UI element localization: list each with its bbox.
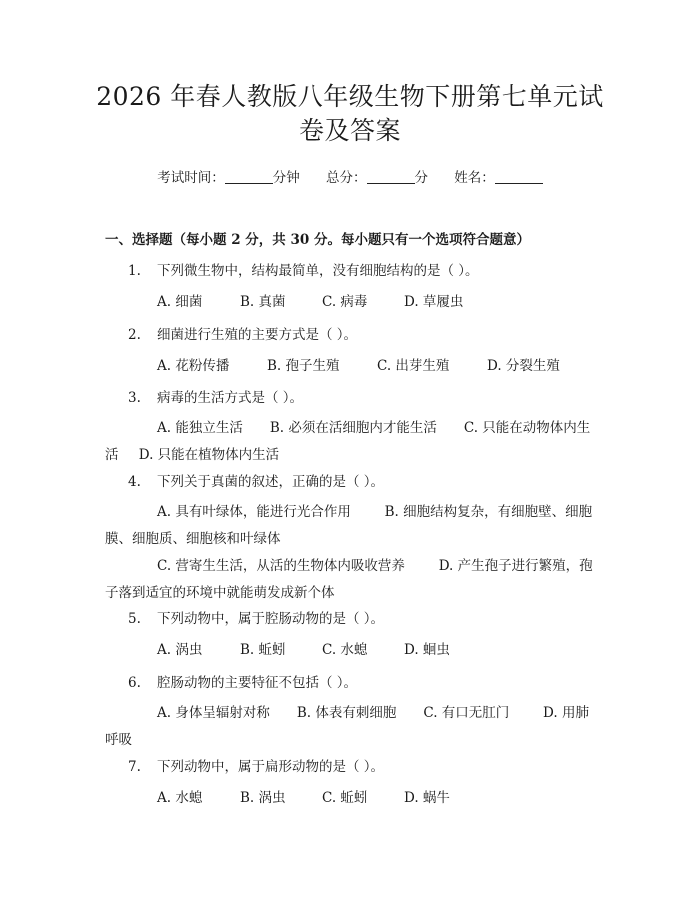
title-line-2: 卷及答案 [298, 116, 401, 145]
time-label: 考试时间： [157, 170, 225, 186]
option-b: B. 真菌 [240, 294, 286, 310]
option-b: B. 细胞结构复杂，有细胞壁、细胞膜、细胞质、细胞核和叶绿体 [105, 504, 593, 547]
question-4-options-ab [105, 499, 595, 553]
score-label: 总分： [326, 170, 367, 186]
option-d: D. 产生孢子进行繁殖，孢子落到适宜的环境中就能萌发成新个体 [105, 558, 593, 601]
option-d: D. 蜗牛 [404, 790, 450, 806]
question-4-options-cd [105, 553, 595, 607]
exam-info-row [0, 168, 700, 188]
time-unit: 分钟 [272, 170, 300, 186]
question-6-options [105, 700, 595, 754]
score-blank [367, 169, 415, 184]
score-unit: 分 [414, 170, 428, 186]
question-number: 1. [128, 263, 141, 279]
title-line-1: 2026 年春人教版八年级生物下册第七单元试 [96, 82, 604, 111]
option-a: A. 水螅 [157, 790, 203, 806]
option-b: B. 体表有刺细胞 [296, 705, 397, 721]
option-c: C. 有口无肛门 [423, 705, 510, 721]
page-title [60, 80, 640, 148]
option-a: A. 花粉传播 [157, 358, 230, 374]
question-text: 下列动物中，属于腔肠动物的是（ ）。 [157, 611, 385, 627]
name-label: 姓名： [454, 170, 495, 186]
question-text: 下列关于真菌的叙述，正确的是（ ）。 [157, 474, 385, 490]
option-c: C. 只能在动物体内生活 [105, 420, 591, 463]
section-title: 一、选择题（每小题 2 分，共 30 分。每小题只有一个选项符合题意） [105, 232, 530, 248]
option-b: B. 孢子生殖 [267, 358, 340, 374]
option-d: D. 分裂生殖 [487, 358, 560, 374]
question-number: 2. [128, 327, 141, 343]
question-3-options [105, 415, 595, 469]
question-text: 病毒的生活方式是（ ）。 [157, 390, 304, 406]
option-d: D. 草履虫 [404, 294, 464, 310]
name-blank [495, 169, 543, 184]
option-b: B. 蚯蚓 [240, 642, 286, 658]
option-a: A. 身体呈辐射对称 [157, 705, 270, 721]
option-a: A. 具有叶绿体，能进行光合作用 [157, 504, 351, 520]
time-blank [225, 169, 273, 184]
option-c: C. 蚯蚓 [322, 790, 368, 806]
question-text: 细菌进行生殖的主要方式是（ ）。 [157, 327, 358, 343]
option-c: C. 出芽生殖 [377, 358, 450, 374]
option-d: D. 只能在植物体内生活 [138, 447, 280, 463]
option-b: B. 必须在活细胞内才能生活 [269, 420, 437, 436]
question-number: 6. [128, 675, 141, 691]
question-number: 7. [128, 759, 141, 775]
question-text: 腔肠动物的主要特征不包括（ ）。 [157, 675, 358, 691]
option-a: A. 细菌 [157, 294, 203, 310]
option-c: C. 水螅 [322, 642, 368, 658]
option-c: C. 营寄生生活，从活的生物体内吸收营养 [157, 558, 405, 574]
option-a: A. 能独立生活 [157, 420, 243, 436]
question-text: 下列微生物中，结构最简单，没有细胞结构的是（ ）。 [157, 263, 479, 279]
option-b: B. 涡虫 [240, 790, 286, 806]
option-d: D. 用肺呼吸 [105, 705, 589, 748]
question-text: 下列动物中，属于扁形动物的是（ ）。 [157, 759, 385, 775]
question-number: 4. [128, 474, 141, 490]
question-number: 3. [128, 390, 141, 406]
option-a: A. 涡虫 [157, 642, 203, 658]
option-d: D. 蛔虫 [404, 642, 450, 658]
question-number: 5. [128, 611, 141, 627]
option-c: C. 病毒 [322, 294, 368, 310]
